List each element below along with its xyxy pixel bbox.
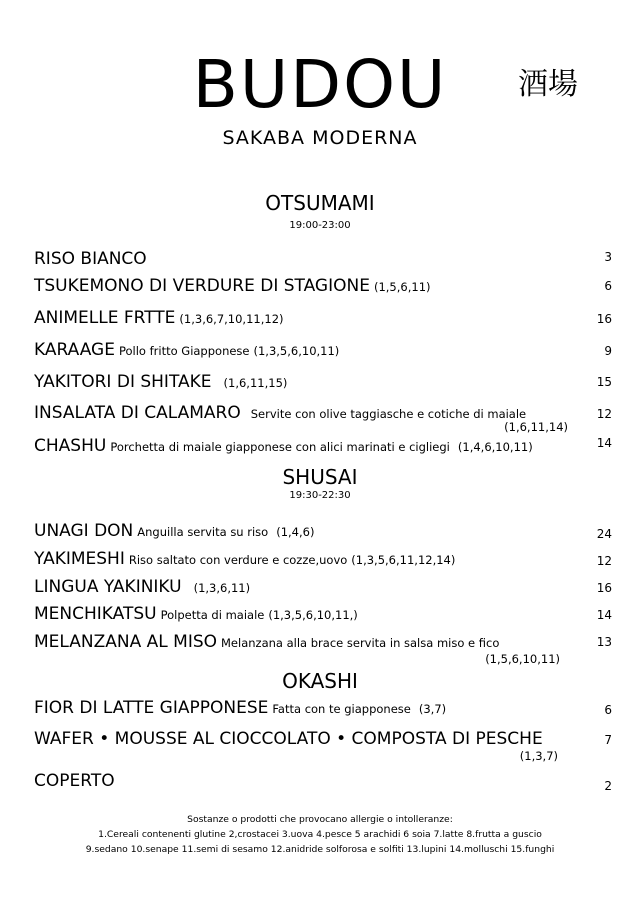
restaurant-kanji: 酒場 (518, 67, 578, 102)
menu-item-name: MENCHIKATSU Polpetta di maiale (1,3,5,6,10,11,) (34, 604, 358, 624)
menu-item-allergens: (1,5,6,11) (373, 280, 431, 294)
menu-item-price: 15 (596, 375, 612, 389)
menu-item-description: Melanzana alla brace servita in salsa miso e fico (221, 636, 500, 650)
menu-item-name: UNAGI DON Anguilla servita su riso (1,4,6) (34, 521, 315, 541)
menu-item-price: 16 (596, 312, 612, 326)
menu-item-price: 6 (604, 279, 612, 293)
menu-item-description: Pollo fritto Giapponese (118, 344, 250, 358)
menu-item-price: 2 (604, 779, 612, 793)
menu-item-price: 13 (596, 635, 612, 649)
menu-item-name: ANIMELLE FRTTE (1,3,6,7,10,11,12) (34, 308, 284, 328)
menu-item-allergens: (1,3,5,6,10,11) (253, 344, 340, 358)
menu-item-price: 16 (596, 581, 612, 595)
section-title-shusai: SHUSAI (282, 465, 358, 489)
menu-item-allergens: (1,3,5,6,10,11,) (268, 608, 358, 622)
menu-item-name: COPERTO (34, 771, 115, 791)
allergen-list-line: 9.sedano 10.senape 11.semi di sesamo 12.anidride solforosa e solfiti 13.lupini 14.molluschi 15.funghi (85, 844, 555, 855)
menu-item-price: 7 (604, 733, 612, 747)
menu-item-allergens: (1,4,6) (276, 525, 315, 539)
menu-item-description: Porchetta di maiale giapponese con alici marinati e cigliegi (110, 440, 450, 454)
menu-item-description: Anguilla servita su riso (137, 525, 269, 539)
menu-item-name: YAKIMESHI Riso saltato con verdure e cozze,uovo (1,3,5,6,11,12,14) (34, 549, 456, 569)
restaurant-title: BUDOU (192, 46, 448, 123)
menu-item-allergens: (1,5,6,10,11) (485, 652, 560, 666)
menu-item-allergens: (1,3,7) (519, 749, 558, 763)
menu-item-price: 12 (596, 407, 612, 421)
menu-item-price: 14 (596, 436, 612, 450)
menu-item-allergens: (1,3,5,6,11,12,14) (351, 553, 456, 567)
menu-item-allergens: (3,7) (418, 702, 447, 716)
section-hours-otsumami: 19:00-23:00 (289, 220, 351, 231)
menu-item-allergens: (1,4,6,10,11) (457, 440, 533, 454)
menu-item-description: Fatta con te giapponese (272, 702, 411, 716)
menu-item-name: WAFER • MOUSSE AL CIOCCOLATO • COMPOSTA DI PESCHE (34, 729, 543, 749)
menu-item-name: INSALATA DI CALAMARO Servite con olive taggiasche e cotiche di maiale (34, 403, 527, 423)
menu-item-price: 3 (604, 250, 612, 264)
menu-item-name: RISO BIANCO (34, 249, 147, 269)
menu-item-name: TSUKEMONO DI VERDURE DI STAGIONE (1,5,6,11) (34, 276, 431, 296)
menu-item-price: 12 (596, 554, 612, 568)
menu-item-price: 9 (604, 344, 612, 358)
menu-item-allergens: (1,3,6,7,10,11,12) (179, 312, 284, 326)
menu-item-allergens: (1,6,11,15) (223, 376, 288, 390)
section-hours-shusai: 19:30-22:30 (289, 490, 351, 501)
menu-item-description: Servite con olive taggiasche e cotiche di maiale (250, 407, 527, 421)
menu-item-name: YAKITORI DI SHITAKE (1,6,11,15) (34, 372, 288, 392)
menu-item-name: CHASHU Porchetta di maiale giapponese con alici marinati e cigliegi (1,4,6,10,11) (34, 436, 533, 456)
menu-item-name: MELANZANA AL MISO Melanzana alla brace servita in salsa miso e fico (34, 632, 500, 652)
menu-item-price: 24 (596, 527, 612, 541)
menu-item-price: 14 (596, 608, 612, 622)
menu-item-name: LINGUA YAKINIKU (1,3,6,11) (34, 577, 251, 597)
menu-item-price: 6 (604, 703, 612, 717)
menu-item-name: KARAAGE Pollo fritto Giapponese (1,3,5,6,10,11) (34, 340, 340, 360)
section-title-otsumami: OTSUMAMI (265, 191, 375, 215)
menu-item-name: FIOR DI LATTE GIAPPONESE Fatta con te giapponese (3,7) (34, 698, 447, 718)
menu-item-description: Polpetta di maiale (160, 608, 265, 622)
menu-item-allergens: (1,6,11,14) (504, 420, 568, 434)
section-title-okashi: OKASHI (282, 669, 358, 693)
menu-item-allergens: (1,3,6,11) (193, 581, 251, 595)
menu-item-description: Riso saltato con verdure e cozze,uovo (128, 553, 348, 567)
allergen-heading: Sostanze o prodotti che provocano allergie o intolleranze: (187, 814, 453, 825)
restaurant-subtitle: SAKABA MODERNA (222, 127, 418, 149)
allergen-list-line: 1.Cereali contenenti glutine 2,crostacei 3.uova 4.pesce 5 arachidi 6 soia 7.latte 8.frutta a guscio (98, 829, 542, 840)
